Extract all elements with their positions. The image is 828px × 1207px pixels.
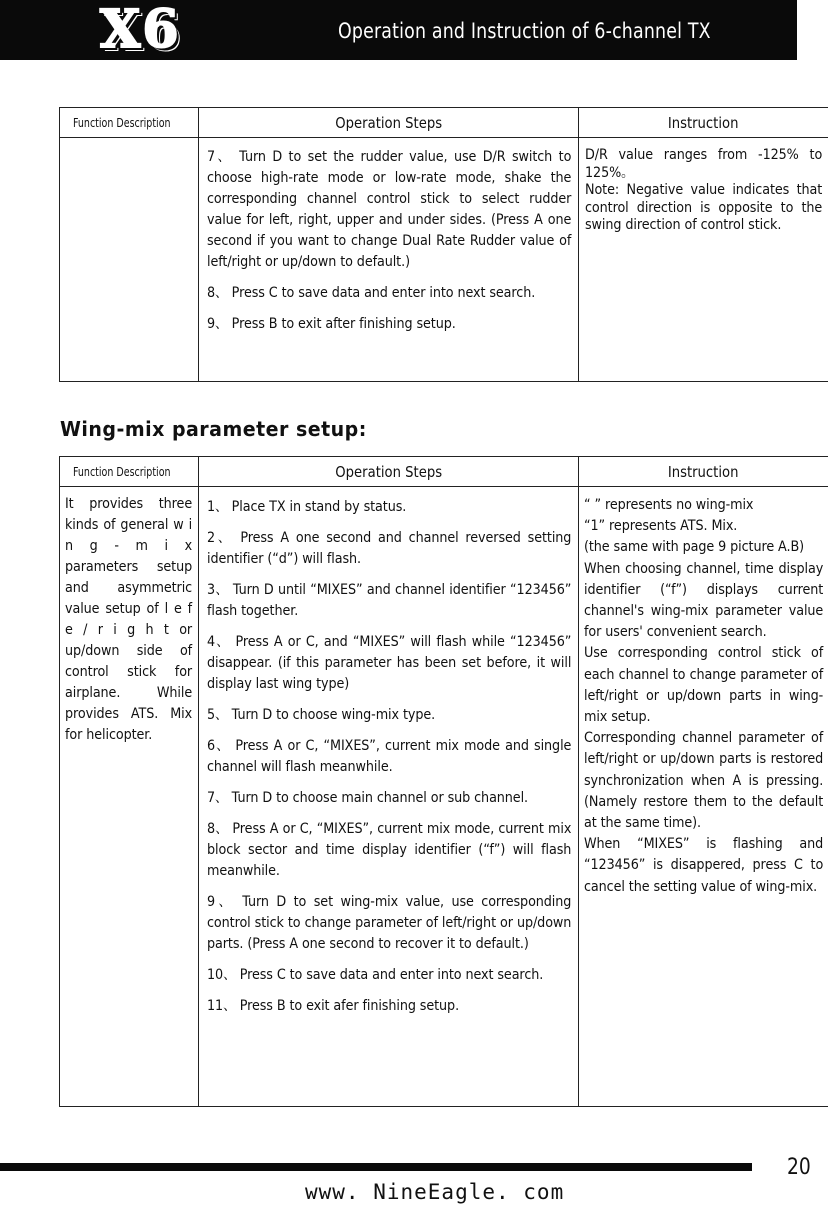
instruction-list bbox=[585, 147, 822, 235]
header-operation-steps: Operation Steps bbox=[199, 457, 579, 487]
operation-steps-list bbox=[207, 147, 571, 335]
function-description-cell bbox=[60, 487, 199, 1107]
header-function-description: Function Description bbox=[60, 457, 185, 487]
operation-step: 7、 Turn D to set the rudder value, use D/R switch to choose high-rate mode or low-rate mode, shake the corresponding channel control stick to select rudder value for left, right, upper and under sides. (Press A one second if you want to change Dual Rate Rudder value of left/right or up/down to default.) bbox=[207, 149, 572, 270]
instruction-line: “ ” represents no wing-mix bbox=[584, 497, 754, 513]
operation-step: 9、 Press B to exit after finishing setup. bbox=[207, 316, 456, 332]
operation-step: 8、 Press A or C, “MIXES”, current mix mode, current mix block sector and time display identifier (“f”) will flash meanwhile. bbox=[207, 821, 572, 879]
instruction-cell bbox=[579, 138, 828, 382]
operation-step: 3、 Turn D until “MIXES” and channel identifier “123456” flash together. bbox=[207, 582, 572, 619]
header-title: Operation and Instruction of 6-channel TX bbox=[338, 19, 711, 43]
footer-rule bbox=[0, 1163, 752, 1171]
operation-step: 2、 Press A one second and channel reversed setting identifier (“d”) will flash. bbox=[207, 530, 572, 567]
operation-steps-cell bbox=[199, 487, 579, 1107]
brand-logo: X6 bbox=[100, 0, 181, 60]
operation-step: 4、 Press A or C, and “MIXES” will flash while “123456” disappear. (if this parameter has been set before, it will display last wing type) bbox=[207, 634, 572, 692]
instruction-list bbox=[584, 495, 823, 898]
operation-step: 7、 Turn D to choose main channel or sub channel. bbox=[207, 790, 529, 806]
table-header-row bbox=[60, 457, 828, 487]
operation-step: 5、 Turn D to choose wing-mix type. bbox=[207, 707, 436, 723]
table-row bbox=[60, 138, 828, 382]
operation-step: 1、 Place TX in stand by status. bbox=[207, 499, 407, 515]
header-function-description: Function Description bbox=[60, 108, 185, 138]
website-url: www. NineEagle. com bbox=[305, 1180, 565, 1204]
table-dual-rate bbox=[59, 107, 828, 382]
operation-steps-cell bbox=[199, 138, 579, 382]
header-instruction: Instruction bbox=[579, 457, 828, 487]
operation-step: 9、 Turn D to set wing-mix value, use corresponding control stick to change parameter of left/right or up/down parts. (Press A one second to recover it to default.) bbox=[207, 894, 572, 952]
instruction-line: “1” represents ATS. Mix. bbox=[584, 518, 738, 535]
section-title: Wing-mix parameter setup: bbox=[60, 417, 367, 441]
instruction-cell bbox=[579, 487, 828, 1107]
instruction-line: When “MIXES” is flashing and “123456” is disappered, press C to cancel the setting value of wing-mix. bbox=[584, 836, 824, 895]
table-header-row bbox=[60, 108, 828, 138]
header-instruction: Instruction bbox=[579, 108, 828, 138]
function-description-cell bbox=[60, 138, 199, 382]
operation-step: 10、 Press C to save data and enter into next search. bbox=[207, 967, 544, 983]
header-bar bbox=[0, 0, 797, 60]
operation-step: 6、 Press A or C, “MIXES”, current mix mode and single channel will flash meanwhile. bbox=[207, 738, 572, 775]
instruction-line: D/R value ranges from -125% to 125%。 bbox=[585, 147, 823, 181]
operation-steps-list bbox=[207, 497, 571, 1017]
operation-step: 8、 Press C to save data and enter into next search. bbox=[207, 285, 536, 301]
instruction-line: Note: Negative value indicates that control direction is opposite to the swing direction of control stick. bbox=[585, 182, 823, 233]
table-row bbox=[60, 487, 828, 1107]
instruction-line: When choosing channel, time display identifier (“f”) displays current channel's wing-mix parameter value for users' convenient search. bbox=[584, 560, 824, 641]
instruction-line: Corresponding channel parameter of left/right or up/down parts is restored synchronization when A is pressing. (Namely restore them to the default at the same time). bbox=[584, 730, 824, 832]
page-number: 20 bbox=[787, 1155, 811, 1180]
operation-step: 11、 Press B to exit afer finishing setup. bbox=[207, 998, 460, 1014]
function-description-text: It provides three kinds of general w i n g - m i x parameters setup and asymmetric value setup of l e f e / r i g h t or up/down side of control stick for airplane. While provides ATS. Mix for helicopter. bbox=[65, 496, 193, 743]
header-operation-steps: Operation Steps bbox=[199, 108, 579, 138]
instruction-line: Use corresponding control stick of each channel to change parameter of left/right or up/down parts in wing-mix setup. bbox=[584, 645, 824, 726]
instruction-line: (the same with page 9 picture A.B) bbox=[584, 539, 805, 556]
table-wing-mix bbox=[59, 456, 828, 1107]
